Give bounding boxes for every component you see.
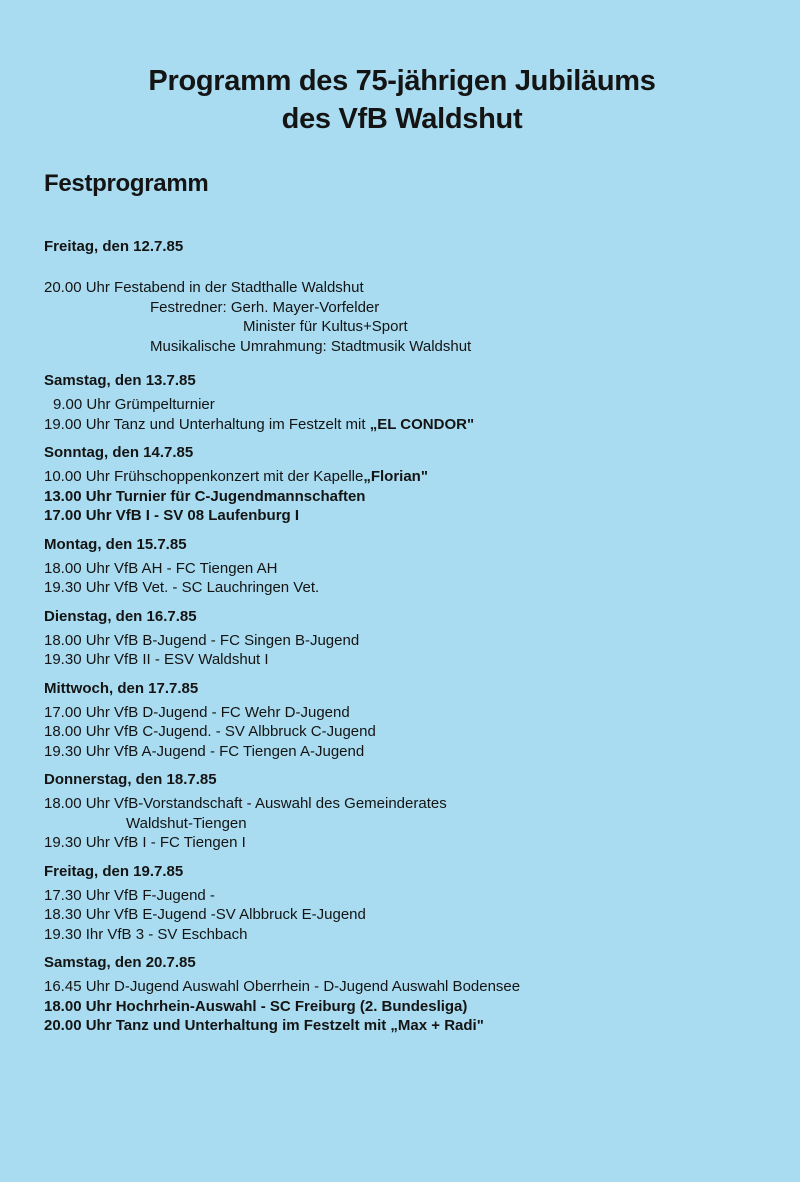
entry-text: 10.00 Uhr Frühschoppenkonzert mit der Kapelle xyxy=(44,468,364,485)
schedule-entry xyxy=(44,415,760,435)
schedule-entry xyxy=(44,886,760,906)
day-heading: Freitag, den 19.7.85 xyxy=(44,862,184,880)
entry-text: 19.30 Uhr VfB Vet. - SC Lauchringen Vet. xyxy=(44,579,320,596)
schedule-entry xyxy=(44,578,760,598)
schedule-day xyxy=(44,954,760,1036)
schedule-day xyxy=(44,771,760,853)
title-line-2: des VfB Waldshut xyxy=(281,103,523,135)
schedule-entry xyxy=(44,905,760,925)
day-heading: Donnerstag, den 18.7.85 xyxy=(44,771,217,788)
day-heading: Freitag, den 12.7.85 xyxy=(44,238,184,255)
entry-highlight: „Florian" xyxy=(363,468,428,485)
day-heading: Samstag, den 20.7.85 xyxy=(44,954,196,971)
schedule-entry xyxy=(44,814,760,834)
day-heading: Dienstag, den 16.7.85 xyxy=(44,607,197,625)
day-heading: Sonntag, den 14.7.85 xyxy=(44,444,194,461)
schedule-day xyxy=(44,536,760,598)
entry-text: 17.30 Uhr VfB F-Jugend - xyxy=(44,886,215,904)
entry-text: 19.30 Uhr VfB I - FC Tiengen I xyxy=(44,834,246,851)
schedule-entry xyxy=(44,559,760,579)
schedule-entry xyxy=(44,833,760,853)
entry-text: 20.00 Uhr Tanz und Unterhaltung im Festzelt mit „Max + Radi" xyxy=(44,1017,484,1034)
schedule-entry xyxy=(44,337,760,357)
entry-text: 19.00 Uhr Tanz und Unterhaltung im Festzelt mit xyxy=(44,415,370,433)
document-title xyxy=(44,62,760,138)
entry-text: 17.00 Uhr VfB D-Jugend - FC Wehr D-Jugend xyxy=(44,703,350,721)
entry-text: 16.45 Uhr D-Jugend Auswahl Oberrhein - D-Jugend Auswahl Bodensee xyxy=(44,978,521,995)
entry-text: 20.00 Uhr Festabend in der Stadthalle Waldshut xyxy=(44,279,364,296)
title-line-1: Programm des 75-jährigen Jubiläums xyxy=(148,65,656,97)
entry-text: Waldshut-Tiengen xyxy=(126,814,247,832)
schedule-entry xyxy=(44,395,760,415)
entry-text: 19.30 Ihr VfB 3 - SV Eschbach xyxy=(44,925,248,943)
schedule-entry xyxy=(44,997,760,1017)
schedule-entry xyxy=(44,650,760,670)
schedule-entry xyxy=(44,298,760,318)
section-heading-festprogramm: Festprogramm xyxy=(44,170,209,197)
day-heading: Samstag, den 13.7.85 xyxy=(44,372,196,389)
schedule-entry xyxy=(44,631,760,651)
entry-highlight: „EL CONDOR" xyxy=(369,415,475,433)
entry-text: 18.00 Uhr VfB B-Jugend - FC Singen B-Jugend xyxy=(44,631,360,649)
entry-text: 17.00 Uhr VfB I - SV 08 Laufenburg I xyxy=(44,507,300,524)
schedule-entry xyxy=(44,742,760,762)
entry-text: 18.00 Uhr Hochrhein-Auswahl - SC Freiburg (2. Bundesliga) xyxy=(44,997,468,1015)
schedule-entry xyxy=(44,506,760,526)
schedule-entry xyxy=(44,794,760,814)
day-heading: Mittwoch, den 17.7.85 xyxy=(44,679,199,697)
entry-text: Musikalische Umrahmung: Stadtmusik Waldshut xyxy=(150,337,472,355)
entry-text: 18.30 Uhr VfB E-Jugend -SV Albbruck E-Jugend xyxy=(44,906,366,923)
schedule-entry xyxy=(44,1016,760,1036)
schedule xyxy=(44,238,760,1036)
schedule-entry xyxy=(44,467,760,487)
schedule-day xyxy=(44,680,760,762)
entry-text: Festredner: Gerh. Mayer-Vorfelder xyxy=(150,298,380,316)
schedule-entry xyxy=(44,317,760,337)
schedule-entry xyxy=(44,977,760,997)
entry-text: Minister für Kultus+Sport xyxy=(243,318,408,335)
entry-text: 18.00 Uhr VfB C-Jugend. - SV Albbruck C-Jugend xyxy=(44,723,376,740)
entry-text: 18.00 Uhr VfB-Vorstandschaft - Auswahl des Gemeinderates xyxy=(44,795,447,812)
entry-text: 18.00 Uhr VfB AH - FC Tiengen AH xyxy=(44,559,278,577)
schedule-entry xyxy=(44,487,760,507)
entry-text: 19.30 Uhr VfB A-Jugend - FC Tiengen A-Jugend xyxy=(44,742,365,760)
schedule-day xyxy=(44,238,760,356)
schedule-entry xyxy=(44,925,760,945)
schedule-entry xyxy=(44,278,760,298)
schedule-entry xyxy=(44,703,760,723)
schedule-entry xyxy=(44,722,760,742)
schedule-day xyxy=(44,863,760,945)
day-heading: Montag, den 15.7.85 xyxy=(44,535,187,553)
entry-text: 13.00 Uhr Turnier für C-Jugendmannschaften xyxy=(44,487,366,505)
entry-text: 9.00 Uhr Grümpelturnier xyxy=(53,396,215,413)
schedule-day xyxy=(44,608,760,670)
entry-text: 19.30 Uhr VfB II - ESV Waldshut I xyxy=(44,651,269,668)
schedule-day xyxy=(44,444,760,526)
schedule-day xyxy=(44,372,760,434)
